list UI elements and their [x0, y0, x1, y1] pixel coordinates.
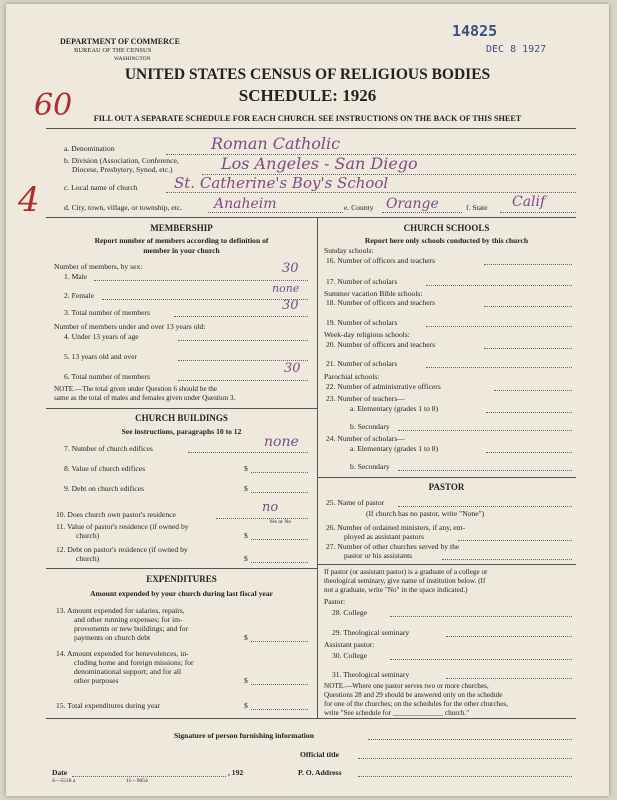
column-divider: [317, 217, 318, 718]
pastor-note-2: Questions 28 and 29 should be answered only on the schedule: [324, 691, 503, 699]
q23a-label: a. Elementary (grades 1 to 8): [350, 404, 439, 413]
margin-mark-top: 60: [34, 88, 73, 123]
city-value: Anaheim: [214, 196, 277, 212]
city-label: d. City, town, village, or township, etc.: [64, 203, 183, 212]
q25-label: 25. Name of pastor: [326, 498, 385, 507]
q18-label: 18. Number of officers and teachers: [326, 298, 436, 307]
q30-line: [390, 659, 572, 660]
q27-label: 27. Number of other churches served by the: [326, 542, 460, 551]
q22-line: [494, 390, 572, 391]
stamp-number: 14825: [452, 22, 498, 40]
official-title-label: Official title: [300, 750, 340, 759]
parochial-label: Parochial schools:: [324, 372, 380, 381]
q6-label: 6. Total number of members: [64, 372, 151, 381]
q17-label: 17. Number of scholars: [326, 277, 398, 286]
q23b-line: [398, 430, 572, 431]
q4-line: [178, 340, 308, 341]
q14-label-2: cluding home and foreign missions; for: [74, 658, 194, 667]
by-sex-label: Number of members, by sex:: [54, 262, 143, 271]
q18-line: [484, 306, 572, 307]
q24a-line: [486, 452, 572, 453]
q10-line: [216, 518, 308, 519]
q16-label: 16. Number of officers and teachers: [326, 256, 436, 265]
state-line: [500, 212, 576, 213]
expenditures-title: EXPENDITURES: [146, 574, 217, 584]
dept-name: DEPARTMENT OF COMMERCE: [60, 37, 181, 46]
margin-mark-side: 4: [18, 180, 40, 220]
q23-label: 23. Number of teachers—: [326, 394, 405, 403]
q10-label: 10. Does church own pastor's residence: [56, 510, 176, 519]
graduate-note-3: not a graduate, write "No" in the space indicated.): [324, 586, 468, 594]
schools-subtitle: Report here only schools conducted by this church: [364, 236, 529, 245]
expenditures-subtitle: Amount expended by your church during last fiscal year: [90, 589, 273, 598]
bureau-name: BUREAU OF THE CENSUS: [74, 47, 152, 54]
membership-title: MEMBERSHIP: [150, 223, 213, 233]
q16-line: [484, 264, 572, 265]
state-value: Calif: [512, 194, 546, 210]
membership-intro-2: member in your church: [143, 246, 220, 255]
q25-hint: (If church has no pastor, write "None"): [366, 509, 485, 518]
buildings-subtitle: See instructions, paragraphs 10 to 12: [121, 427, 242, 436]
q2-value: none: [272, 282, 300, 295]
q7-value: none: [264, 434, 299, 450]
q13-dollar: $: [244, 633, 248, 642]
q11-line: [251, 539, 308, 540]
division-label-2: Diocese, Presbytery, Synod, etc.): [72, 165, 173, 174]
po-address-line: [358, 776, 572, 777]
form-instructions: FILL OUT A SEPARATE SCHEDULE FOR EACH CHURCH. SEE INSTRUCTIONS ON THE BACK OF THIS SHEET: [93, 114, 522, 123]
membership-note-1: NOTE.—The total given under Question 6 should be the: [54, 385, 218, 393]
q25-line: [398, 506, 572, 507]
q13-line: [251, 641, 308, 642]
q3-value: 30: [282, 298, 299, 313]
q10-value: no: [262, 500, 279, 515]
pastor-rule: [317, 477, 576, 478]
pastor-note-1: NOTE.—Where one pastor serves two or more churches,: [324, 682, 489, 690]
weekday-label: Week-day religious schools:: [324, 330, 410, 339]
city-line: [208, 212, 343, 213]
q14-dollar: $: [244, 676, 248, 685]
city-name: WASHINGTON: [114, 56, 151, 62]
buildings-rule: [46, 408, 317, 409]
q8-label: 8. Value of church edifices: [64, 464, 146, 473]
division-label: b. Division (Association, Conference,: [64, 156, 179, 165]
q10-hint: Yes or No: [269, 519, 292, 525]
q3-label: 3. Total number of members: [64, 308, 151, 317]
county-value: Orange: [386, 196, 439, 212]
state-label: f. State: [466, 203, 488, 212]
q12-label: 12. Debt on pastor's residence (if owned by: [56, 545, 188, 554]
q31-line: [446, 678, 572, 679]
q14-label-3: denominational support; and for all: [74, 667, 182, 676]
q15-line: [251, 709, 308, 710]
q11-label: 11. Value of pastor's residence (if owned by: [56, 522, 189, 531]
division-value: Los Angeles - San Diego: [221, 154, 418, 173]
pastor-sublabel: Pastor:: [324, 597, 346, 606]
q7-line: [188, 452, 308, 453]
q8-dollar: $: [244, 464, 248, 473]
q9-line: [251, 492, 308, 493]
q23a-line: [486, 412, 572, 413]
q3-line: [174, 316, 308, 317]
q26-label: 26. Number of ordained ministers, if any, em-: [326, 523, 466, 532]
q14-label-4: other purposes: [74, 676, 119, 685]
q15-dollar: $: [244, 701, 248, 710]
membership-note-2: same as the total of males and females given under Question 3.: [54, 394, 236, 402]
q2-line: [102, 299, 308, 300]
q14-label: 14. Amount expended for benevolences, in-: [56, 649, 189, 658]
denomination-value: Roman Catholic: [211, 134, 341, 153]
q6-line: [178, 380, 308, 381]
q19-line: [426, 326, 572, 327]
footer-rule: [46, 718, 576, 719]
q30-label: 30. College: [332, 651, 368, 660]
denomination-label: a. Denomination: [64, 144, 115, 153]
county-line: [382, 212, 462, 213]
signature-label: Signature of person furnishing information: [174, 731, 314, 740]
local-name-line: [166, 192, 576, 193]
under-over-label: Number of members under and over 13 years old:: [54, 322, 206, 331]
q13-label-2: and other running expenses; for im-: [74, 615, 183, 624]
q20-line: [484, 348, 572, 349]
q29-line: [446, 636, 572, 637]
q26-line: [458, 540, 572, 541]
q1-line: [94, 280, 308, 281]
q5-label: 5. 13 years old and over: [64, 352, 137, 361]
graduate-rule: [317, 564, 576, 565]
q27-label-2: pastor or his assistants: [344, 551, 413, 560]
q7-label: 7. Number of church edifices: [64, 444, 153, 453]
stamp-date: DEC 8 1927: [486, 44, 547, 55]
county-label: e. County: [344, 203, 374, 212]
expenditures-rule: [46, 568, 317, 569]
q12-label-2: church): [76, 554, 100, 563]
official-title-line: [358, 758, 572, 759]
q24-label: 24. Number of scholars—: [326, 434, 405, 443]
census-schedule-form: [6, 4, 609, 796]
q4-label: 4. Under 13 years of age: [64, 332, 139, 341]
graduate-note-2: theological seminary, give name of institution below. (If: [324, 577, 486, 585]
q14-line: [251, 684, 308, 685]
header-rule: [46, 128, 576, 129]
q2-label: 2. Female: [64, 291, 94, 300]
q21-label: 21. Number of scholars: [326, 359, 398, 368]
q28-label: 28. College: [332, 608, 368, 617]
signature-line: [368, 739, 572, 740]
q15-label: 15. Total expenditures during year: [56, 701, 161, 710]
q29-label: 29. Theological seminary: [332, 628, 410, 637]
q9-label: 9. Debt on church edifices: [64, 484, 144, 493]
q11-dollar: $: [244, 531, 248, 540]
q13-label: 13. Amount expended for salaries, repairs,: [56, 606, 185, 615]
form-number: S—5518 a: [52, 778, 76, 784]
summer-label: Summer vacation Bible schools:: [324, 289, 423, 298]
local-name-label: c. Local name of church: [64, 183, 138, 192]
q21-line: [426, 367, 572, 368]
q23b-label: b. Secondary: [350, 422, 390, 431]
q13-label-4: payments on church debt: [74, 633, 151, 642]
date-label: Date: [52, 768, 68, 777]
q31-label: 31. Theological seminary: [332, 670, 410, 679]
graduate-note-1: If pastor (or assistant pastor) is a graduate of a college or: [324, 568, 488, 576]
local-name-value: St. Catherine's Boy's School: [174, 174, 389, 192]
pastor-note-3: for one of the churches; on the schedules for the other churches,: [324, 700, 509, 708]
q24a-label: a. Elementary (grades 1 to 8): [350, 444, 439, 453]
q1-value: 30: [282, 261, 299, 276]
q6-value: 30: [284, 361, 301, 376]
q19-label: 19. Number of scholars: [326, 318, 398, 327]
buildings-title: CHURCH BUILDINGS: [135, 413, 228, 423]
q28-line: [390, 616, 572, 617]
sunday-label: Sunday schools:: [324, 246, 374, 255]
q27-line: [442, 559, 572, 560]
q20-label: 20. Number of officers and teachers: [326, 340, 436, 349]
pastor-title: PASTOR: [428, 482, 465, 492]
q8-line: [251, 472, 308, 473]
q12-dollar: $: [244, 554, 248, 563]
q22-label: 22. Number of administrative officers: [326, 382, 441, 391]
q12-line: [251, 562, 308, 563]
form-title: UNITED STATES CENSUS OF RELIGIOUS BODIES: [124, 66, 491, 83]
form-subtitle: SCHEDULE: 1926: [238, 86, 377, 105]
q9-dollar: $: [244, 484, 248, 493]
q1-label: 1. Male: [64, 272, 88, 281]
q24b-label: b. Secondary: [350, 462, 390, 471]
q11-label-2: church): [76, 531, 100, 540]
print-code: 11—9054: [126, 778, 148, 784]
q13-label-3: provements or new buildings; and for: [74, 624, 189, 633]
schools-title: CHURCH SCHOOLS: [403, 223, 490, 233]
q17-line: [426, 285, 572, 286]
po-address-label: P. O. Address: [298, 768, 342, 777]
assistant-sublabel: Assistant pastor:: [324, 640, 375, 649]
pastor-note-4: write "See schedule for ______________ church.": [324, 709, 470, 717]
section-top-rule: [46, 217, 576, 218]
q24b-line: [398, 470, 572, 471]
date-year: , 192: [228, 768, 244, 777]
membership-intro-1: Report number of members according to definition of: [94, 236, 269, 245]
date-line: [72, 776, 226, 777]
q26-label-2: ployed as assistant pastors: [344, 532, 424, 541]
